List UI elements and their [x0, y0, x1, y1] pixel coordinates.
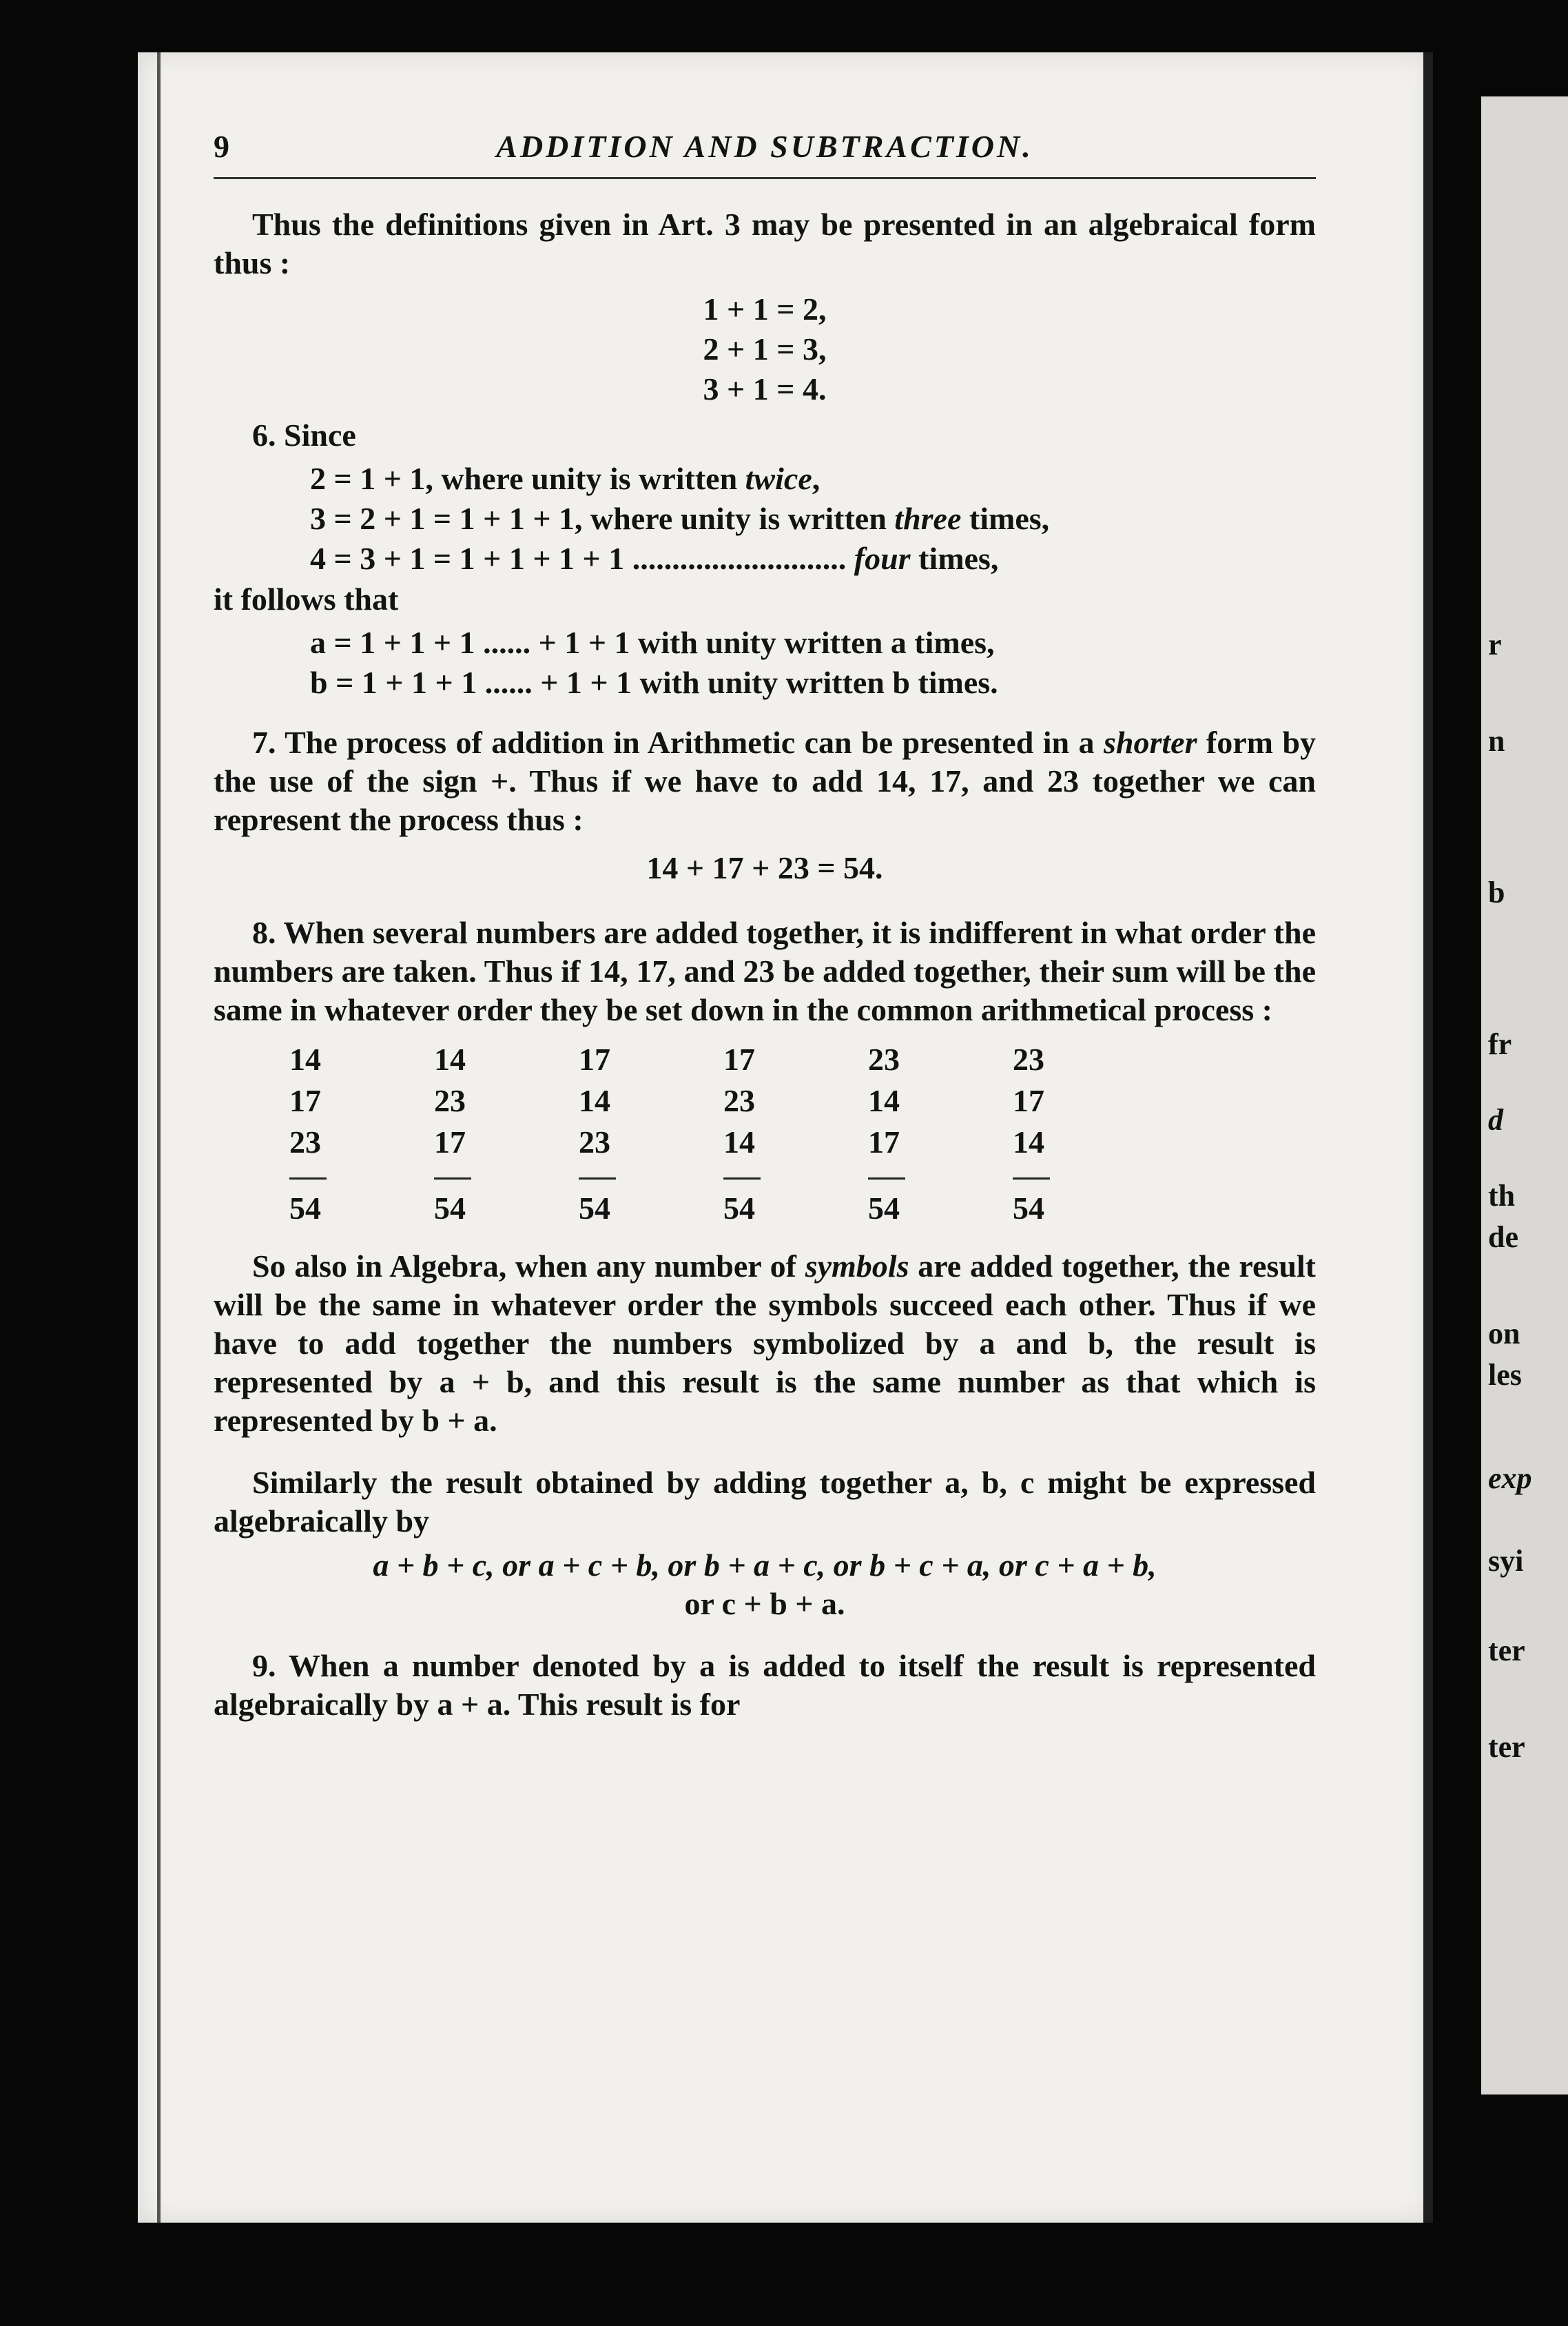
permutation-line: a + b + c, or a + c + b, or b + a + c, or b + c + a, or c + a + b, — [373, 1547, 1157, 1583]
addend: 17 — [868, 1124, 900, 1160]
general-equation: a = 1 + 1 + 1 ...... + 1 + 1 with unity written a times, — [310, 625, 995, 660]
addend: 14 — [868, 1083, 900, 1118]
adjacent-fragment: de — [1488, 1220, 1518, 1254]
addend: 14 — [723, 1124, 755, 1160]
general-equation: b = 1 + 1 + 1 ...... + 1 + 1 with unity written b times. — [310, 665, 998, 700]
sum-value: 54 — [723, 1191, 755, 1226]
emphasis: four — [854, 541, 911, 576]
sum-rule — [723, 1163, 868, 1188]
table-row — [289, 1188, 1157, 1229]
article-7-paragraph: 7. The process of addition in Arithmetic can be presented in a shorter form by the use of the sign +. Thus if we have to add 14, 17, and 23 together we can represent the process thus : — [214, 725, 1316, 837]
definition-equation: 2 + 1 = 3, — [703, 331, 827, 367]
emphasis: twice — [745, 461, 812, 496]
addend: 23 — [1013, 1042, 1044, 1077]
addend: 14 — [579, 1083, 610, 1118]
addend: 23 — [434, 1083, 466, 1118]
article-9-paragraph: 9. When a number denoted by a is added to itself the result is represented algebraically by a + a. This result is for — [214, 1648, 1316, 1722]
unity-line: 2 = 1 + 1, where unity is written twice, — [310, 461, 821, 496]
definition-equation: 3 + 1 = 4. — [703, 371, 827, 406]
sum-value: 54 — [289, 1191, 321, 1226]
permutation-line: or c + b + a. — [684, 1586, 845, 1621]
addend: 14 — [1013, 1124, 1044, 1160]
adjacent-fragment: b — [1488, 876, 1505, 909]
definition-equation: 1 + 1 = 2, — [703, 291, 827, 327]
adjacent-fragment: th — [1488, 1179, 1516, 1213]
adjacent-fragment: exp — [1488, 1461, 1532, 1495]
addend: 23 — [868, 1042, 900, 1077]
addend: 14 — [289, 1042, 321, 1077]
article-7-equation: 14 + 17 + 23 = 54. — [646, 850, 883, 885]
addend: 17 — [434, 1124, 466, 1160]
addend: 17 — [289, 1083, 321, 1118]
intro-paragraph: Thus the definitions given in Art. 3 may be presented in an algebraical form thus : — [214, 207, 1316, 280]
adjacent-fragment: ter — [1488, 1730, 1525, 1764]
adjacent-fragment: n — [1488, 724, 1505, 758]
addend: 17 — [1013, 1083, 1044, 1118]
running-header — [214, 127, 1316, 179]
page-text — [214, 127, 1316, 1747]
unity-line: 3 = 2 + 1 = 1 + 1 + 1, where unity is written three times, — [310, 501, 1050, 536]
sum-value: 54 — [1013, 1191, 1044, 1226]
adjacent-fragment: r — [1488, 628, 1502, 661]
addend: 23 — [289, 1124, 321, 1160]
emphasis: symbols — [805, 1248, 909, 1284]
unity-line: 4 = 3 + 1 = 1 + 1 + 1 + 1 ........................... four times, — [310, 541, 999, 576]
sum-value: 54 — [579, 1191, 610, 1226]
adjacent-fragment: syi — [1488, 1544, 1524, 1578]
page-number: 9 — [214, 129, 229, 164]
adjacent-fragment: fr — [1488, 1027, 1512, 1061]
sum-columns-table — [289, 1039, 1157, 1229]
sum-rule — [434, 1163, 579, 1188]
sum-value: 54 — [868, 1191, 900, 1226]
addend: 23 — [723, 1083, 755, 1118]
addend: 17 — [723, 1042, 755, 1077]
addend: 14 — [434, 1042, 466, 1077]
addend: 23 — [579, 1124, 610, 1160]
adjacent-fragment: on — [1488, 1317, 1520, 1350]
article-8-paragraph: 8. When several numbers are added together, it is indifferent in what order the numbers are taken. Thus if 14, 17, and 23 be added together, their sum will be the same in whatever order they be set down in the common arithmetical process : — [214, 915, 1316, 1027]
sum-value: 54 — [434, 1191, 466, 1226]
emphasis: shorter — [1103, 725, 1197, 760]
table-row — [289, 1163, 1157, 1188]
sum-rule — [868, 1163, 1013, 1188]
article-6-heading: 6. Since — [252, 418, 356, 453]
table-row — [289, 1122, 1157, 1163]
sum-rule — [289, 1163, 434, 1188]
follows-line: it follows that — [214, 582, 399, 617]
emphasis: three — [894, 501, 962, 536]
algebra-order-paragraph: So also in Algebra, when any number of symbols are added together, the result will be the same in whatever order the symbols succeed each other. Thus if we have to add together the numbers symbolized by a and b, the result is represented by a + b, and this result is the same number as that which is represented by b + a. — [214, 1248, 1317, 1438]
adjacent-fragment: ter — [1488, 1634, 1525, 1667]
similarly-paragraph: Similarly the result obtained by adding together a, b, c might be expressed algebraically by — [214, 1465, 1316, 1538]
adjacent-fragment: les — [1488, 1358, 1522, 1392]
adjacent-page-edge — [1481, 96, 1568, 2095]
table-row — [289, 1039, 1157, 1080]
addend: 17 — [579, 1042, 610, 1077]
sum-rule — [579, 1163, 723, 1188]
definitions-block — [214, 289, 1316, 409]
sum-rule — [1013, 1163, 1157, 1188]
running-title: ADDITION AND SUBTRACTION. — [496, 129, 1033, 164]
table-row — [289, 1080, 1157, 1122]
adjacent-fragment: d — [1488, 1103, 1503, 1137]
